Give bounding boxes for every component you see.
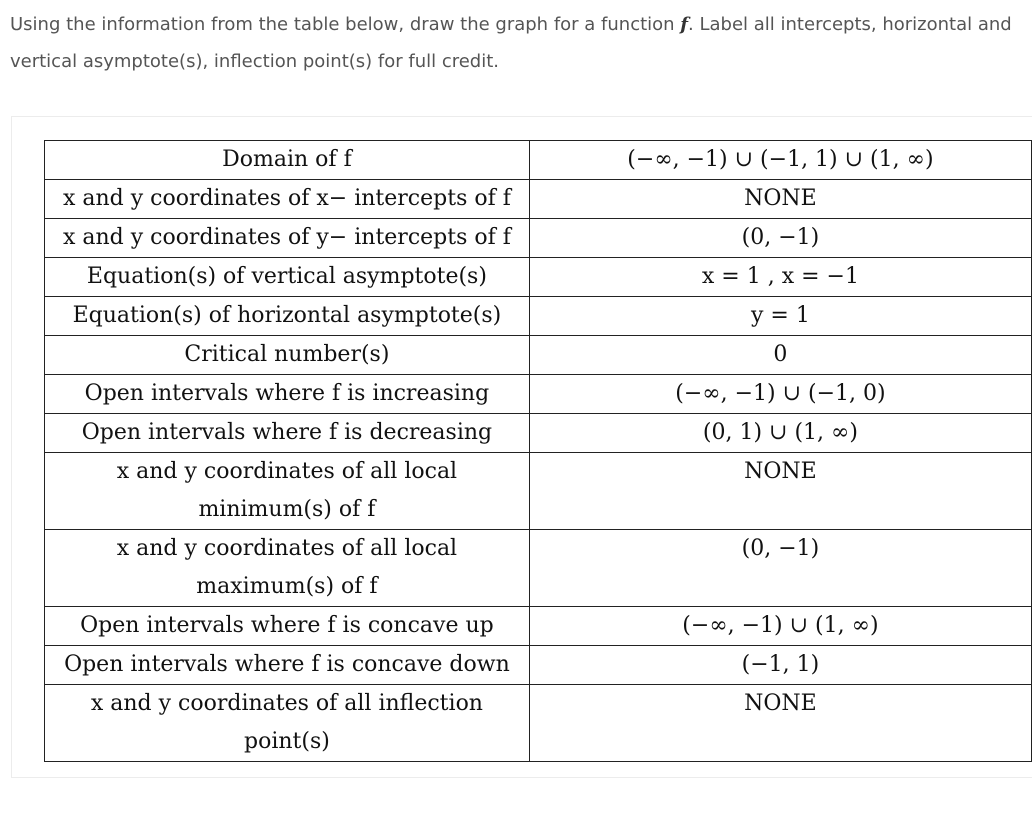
row-value-decreasing: (0, 1) ∪ (1, ∞) <box>529 414 1031 453</box>
row-value-concave-down: (−1, 1) <box>529 646 1031 685</box>
table-row <box>45 336 1032 375</box>
row-value-x-intercepts: NONE <box>529 180 1031 219</box>
table-row <box>45 530 1032 607</box>
function-info-table <box>44 140 1032 762</box>
row-label-y-intercepts: x and y coordinates of y− intercepts of f <box>45 219 530 258</box>
table-row <box>45 180 1032 219</box>
table-row <box>45 607 1032 646</box>
table-row <box>45 141 1032 180</box>
prompt-text-start: Using the information from the table below, draw the graph for a function <box>10 14 681 35</box>
row-label-concave-down: Open intervals where f is concave down <box>45 646 530 685</box>
row-value-domain: (−∞, −1) ∪ (−1, 1) ∪ (1, ∞) <box>529 141 1031 180</box>
row-label-concave-up: Open intervals where f is concave up <box>45 607 530 646</box>
table-row <box>45 646 1032 685</box>
prompt-text-end: . Label all intercepts, horizontal and <box>688 14 1012 35</box>
row-label-local-minimums: x and y coordinates of all local minimum(s) of f <box>45 453 530 530</box>
row-label-increasing: Open intervals where f is increasing <box>45 375 530 414</box>
row-value-vertical-asymptotes: x = 1 , x = −1 <box>529 258 1031 297</box>
row-label-domain: Domain of f <box>45 141 530 180</box>
table-row <box>45 375 1032 414</box>
row-value-increasing: (−∞, −1) ∪ (−1, 0) <box>529 375 1031 414</box>
row-value-inflection-points: NONE <box>529 685 1031 762</box>
prompt-text-line2: vertical asymptote(s), inflection point(s) for full credit. <box>10 51 500 72</box>
row-value-local-minimums: NONE <box>529 453 1031 530</box>
row-value-critical-numbers: 0 <box>529 336 1031 375</box>
table-row <box>45 453 1032 530</box>
row-label-x-intercepts: x and y coordinates of x− intercepts of f <box>45 180 530 219</box>
row-value-y-intercepts: (0, −1) <box>529 219 1031 258</box>
row-value-local-maximums: (0, −1) <box>529 530 1031 607</box>
table-row <box>45 297 1032 336</box>
row-label-local-maximums: x and y coordinates of all local maximum(s) of f <box>45 530 530 607</box>
table-row <box>45 258 1032 297</box>
row-label-vertical-asymptotes: Equation(s) of vertical asymptote(s) <box>45 258 530 297</box>
row-label-decreasing: Open intervals where f is decreasing <box>45 414 530 453</box>
row-value-concave-up: (−∞, −1) ∪ (1, ∞) <box>529 607 1031 646</box>
row-value-horizontal-asymptotes: y = 1 <box>529 297 1031 336</box>
question-prompt <box>10 6 1020 80</box>
table-row <box>45 219 1032 258</box>
table-row <box>45 685 1032 762</box>
row-label-inflection-points: x and y coordinates of all inflection point(s) <box>45 685 530 762</box>
row-label-horizontal-asymptotes: Equation(s) of horizontal asymptote(s) <box>45 297 530 336</box>
function-symbol: f <box>680 14 689 35</box>
row-label-critical-numbers: Critical number(s) <box>45 336 530 375</box>
table-row <box>45 414 1032 453</box>
